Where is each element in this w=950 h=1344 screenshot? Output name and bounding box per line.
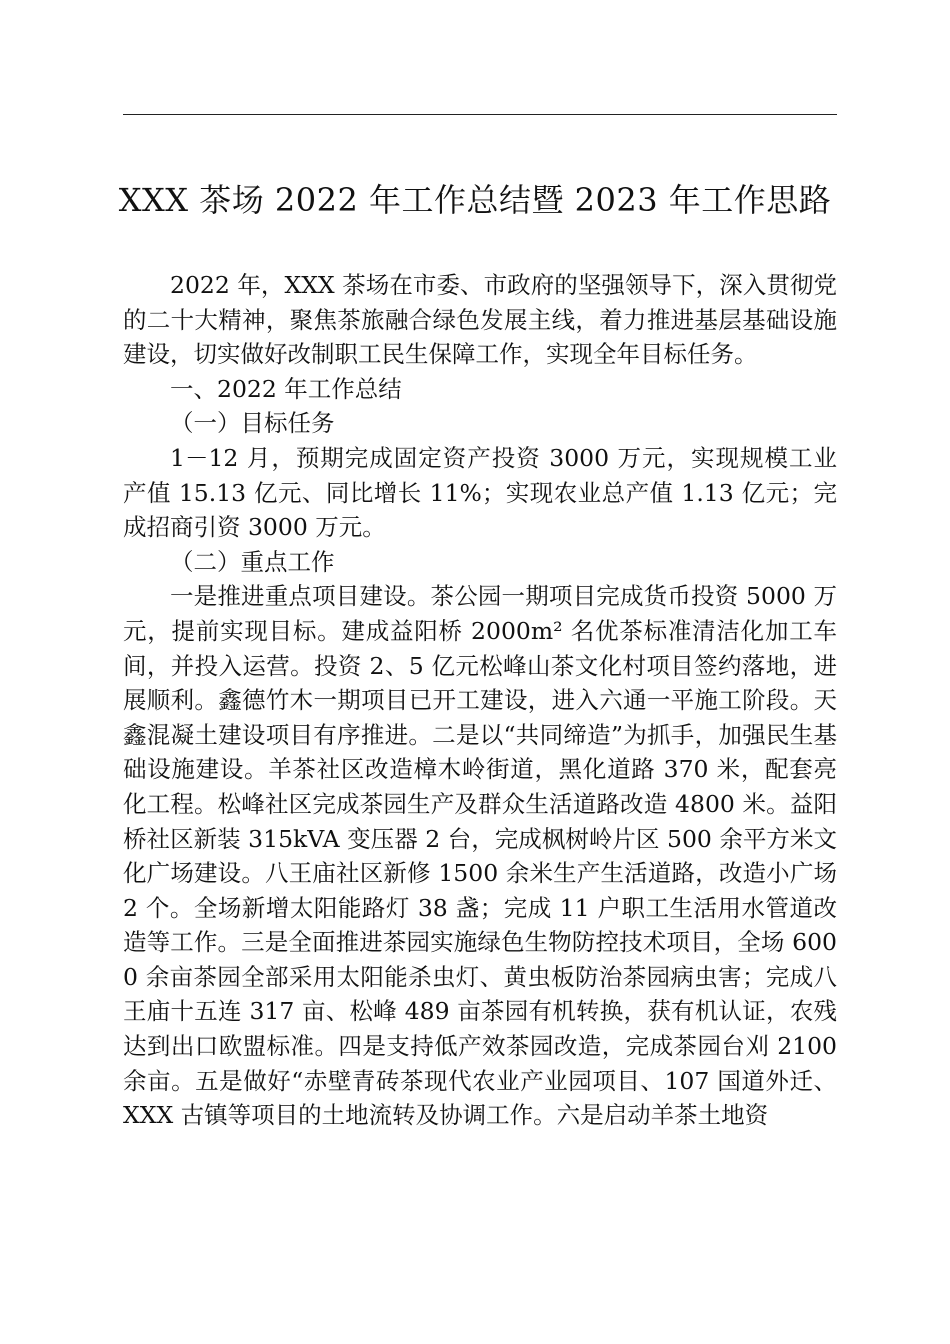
targets-paragraph: 1－12 月，预期完成固定资产投资 3000 万元，实现规模工业产值 15.13 亿元、同比增长 11%；实现农业总产值 1.13 亿元；完成招商引资 3000 万元。: [123, 443, 837, 542]
subsection-heading: （二）重点工作: [170, 547, 335, 576]
document-body: [123, 268, 837, 1133]
section-heading: 一、2022 年工作总结: [170, 374, 402, 403]
key-work-paragraph: 一是推进重点项目建设。茶公园一期项目完成货币投资 5000 万元，提前实现目标。建成益阳桥 2000m² 名优茶标准清洁化加工车间，并投入运营。投资 2、5 亿元松峰山茶文化村项目签约落地，进展顺利。鑫德竹木一期项目已开工建设，进入六通一平施工阶段。天鑫混凝土建设项目有序推进。二是以“共同缔造”为抓手，加强民生基础设施建设。羊茶社区改造樟木岭街道，黑化道路 370 米，配套亮化工程。松峰社区完成茶园生产及群众生活道路改造 4800 米。益阳桥社区新装 315kVA 变压器 2 台，完成枫树岭片区 500 余平方米文化广场建设。八王庙社区新修 1500 余米生产生活道路，改造小广场 2 个。全场新增太阳能路灯 38 盏；完成 11 户职工生活用水管道改造等工作。三是全面推进茶园实施绿色生物防控技术项目，全场 6000 余亩茶园全部采用太阳能杀虫灯、黄虫板防治茶园病虫害；完成八王庙十五连 317 亩、松峰 489 亩茶园有机转换，获有机认证，农残达到出口欧盟标准。四是支持低产效茶园改造，完成茶园台刈 2100 余亩。五是做好“赤壁青砖茶现代农业产业园项目、107 国道外迁、XXX 古镇等项目的土地流转及协调工作。六是启动羊茶土地资: [123, 582, 837, 1130]
intro-paragraph: 2022 年，XXX 茶场在市委、市政府的坚强领导下，深入贯彻党的二十大精神，聚焦茶旅融合绿色发展主线，着力推进基层基础设施建设，切实做好改制职工民生保障工作，实现全年目标任务。: [123, 271, 837, 369]
page-title: XXX 茶场 2022 年工作总结暨 2023 年工作思路: [118, 181, 832, 219]
subsection-heading: （一）目标任务: [170, 409, 335, 438]
header-rule: [123, 114, 837, 115]
